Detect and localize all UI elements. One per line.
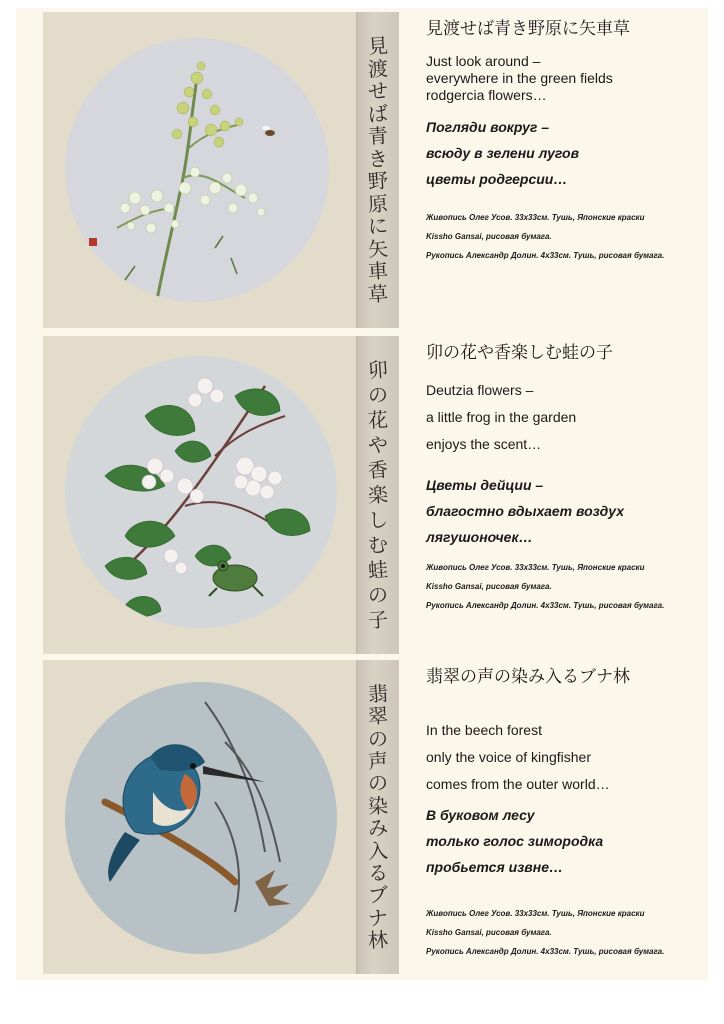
calligraphy-glyph: む (367, 532, 389, 558)
russian-line-1-3: цветы родгерсии… (426, 171, 568, 187)
calligraphy-text-1 (365, 33, 391, 307)
english-line-3-3: comes from the outer world… (426, 776, 610, 792)
english-line-2-2: a little frog in the garden (426, 409, 577, 425)
poem-text-3 (426, 662, 716, 961)
calligraphy-glyph: き (367, 145, 389, 172)
calligraphy-glyph: 声 (367, 748, 389, 774)
bee-icon (262, 126, 275, 136)
russian-line-3-3: пробьется извне… (426, 859, 563, 875)
painting-panel-rodgersia (43, 12, 399, 328)
calligraphy-glyph: 翡 (367, 681, 389, 707)
painting-circle-rodgersia (65, 38, 329, 302)
calligraphy-glyph: し (367, 507, 389, 533)
english-line-2-1: Deutzia flowers – (426, 382, 534, 398)
calligraphy-glyph: み (367, 815, 389, 841)
calligraphy-glyph: 花 (367, 407, 389, 433)
english-line-1-2: everywhere in the green fields (426, 70, 613, 86)
calligraphy-glyph: 入 (367, 837, 389, 864)
calligraphy-glyph: の (367, 770, 389, 797)
calligraphy-glyph: 卯 (367, 357, 389, 383)
calligraphy-glyph: の (367, 582, 389, 608)
english-line-2-3: enjoys the scent… (426, 436, 542, 452)
calligraphy-glyph: 楽 (367, 482, 389, 508)
calligraphy-glyph: 香 (367, 457, 389, 483)
calligraphy-glyph: や (367, 432, 389, 458)
deutzia-frog-illustration (65, 356, 337, 628)
calligraphy-glyph: に (367, 213, 389, 239)
english-line-3-2: only the voice of kingfisher (426, 749, 591, 765)
calligraphy-glyph: ば (367, 100, 389, 127)
calligraphy-glyph: 染 (367, 793, 389, 819)
calligraphy-glyph: 蛙 (367, 557, 389, 583)
calligraphy-glyph: る (367, 860, 389, 886)
calligraphy-glyph: の (367, 382, 389, 408)
calligraphy-glyph: ナ (367, 904, 389, 931)
calligraphy-glyph: 翠 (367, 703, 389, 730)
calligraphy-glyph: 青 (367, 123, 389, 149)
credit-line-3-3: Рукопись Александр Долин. 4х33см. Тушь, рисовая бумага. (426, 947, 665, 956)
russian-line-2-2: благостно вдыхает воздух (426, 503, 625, 519)
calligraphy-glyph: 渡 (367, 55, 389, 82)
japanese-poem-title-2: 卯の花や香楽しむ蛙の子 (426, 343, 613, 363)
credit-line-1-2: Kissho Gansai, рисовая бумага. (426, 232, 552, 241)
calligraphy-glyph: 林 (367, 927, 389, 953)
calligraphy-glyph: 草 (367, 281, 389, 307)
japanese-poem-title-1: 見渡せば青き野原に矢車草 (426, 19, 630, 39)
credit-line-2-2: Kissho Gansai, рисовая бумага. (426, 582, 552, 591)
painting-panel-deutzia (43, 336, 399, 654)
calligraphy-glyph: 見 (367, 33, 389, 59)
english-line-1-1: Just look around – (426, 53, 541, 69)
poem-text-2 (426, 338, 716, 615)
calligraphy-strip-2 (356, 336, 399, 654)
frog-icon (209, 561, 263, 596)
painting-circle-kingfisher (65, 682, 337, 954)
credit-line-1-1: Живопись Олег Усов. 33х33см. Тушь, Японские краски (426, 213, 645, 222)
credit-line-3-2: Kissho Gansai, рисовая бумага. (426, 928, 552, 937)
calligraphy-strip-3 (356, 660, 399, 974)
russian-line-3-2: только голос зимородка (426, 833, 604, 849)
credit-line-2-3: Рукопись Александр Долин. 4х33см. Тушь, рисовая бумага. (426, 601, 665, 610)
calligraphy-strip-1 (356, 12, 399, 328)
calligraphy-text-3 (365, 681, 391, 953)
rodgersia-flower-illustration (65, 38, 329, 302)
calligraphy-glyph: 矢 (367, 236, 389, 262)
russian-line-1-2: всюду в зелени лугов (426, 145, 580, 161)
credit-line-3-1: Живопись Олег Усов. 33х33см. Тушь, Японские краски (426, 909, 645, 918)
russian-line-2-1: Цветы дейции – (426, 477, 544, 493)
calligraphy-glyph: 車 (367, 258, 389, 284)
english-line-3-1: In the beech forest (426, 722, 542, 738)
english-line-1-3: rodgercia flowers… (426, 87, 547, 103)
calligraphy-text-2 (365, 357, 391, 633)
calligraphy-glyph: 野 (367, 168, 389, 194)
poem-text-1 (426, 14, 716, 265)
credit-line-1-3: Рукопись Александр Долин. 4х33см. Тушь, рисовая бумага. (426, 251, 665, 260)
credit-line-2-1: Живопись Олег Усов. 33х33см. Тушь, Японские краски (426, 563, 645, 572)
calligraphy-glyph: 子 (367, 607, 389, 633)
kingfisher-illustration (65, 682, 337, 954)
painting-panel-kingfisher (43, 660, 399, 974)
painting-circle-deutzia (65, 356, 337, 628)
russian-line-2-3: лягушоночек… (426, 529, 533, 545)
calligraphy-glyph: ブ (367, 882, 389, 908)
japanese-poem-title-3: 翡翠の声の染み入るブナ林 (426, 667, 630, 687)
calligraphy-glyph: 原 (367, 191, 389, 217)
russian-line-1-1: Погляди вокруг – (426, 119, 550, 135)
calligraphy-glyph: せ (367, 78, 389, 104)
calligraphy-glyph: の (367, 726, 389, 752)
russian-line-3-1: В буковом лесу (426, 807, 535, 823)
